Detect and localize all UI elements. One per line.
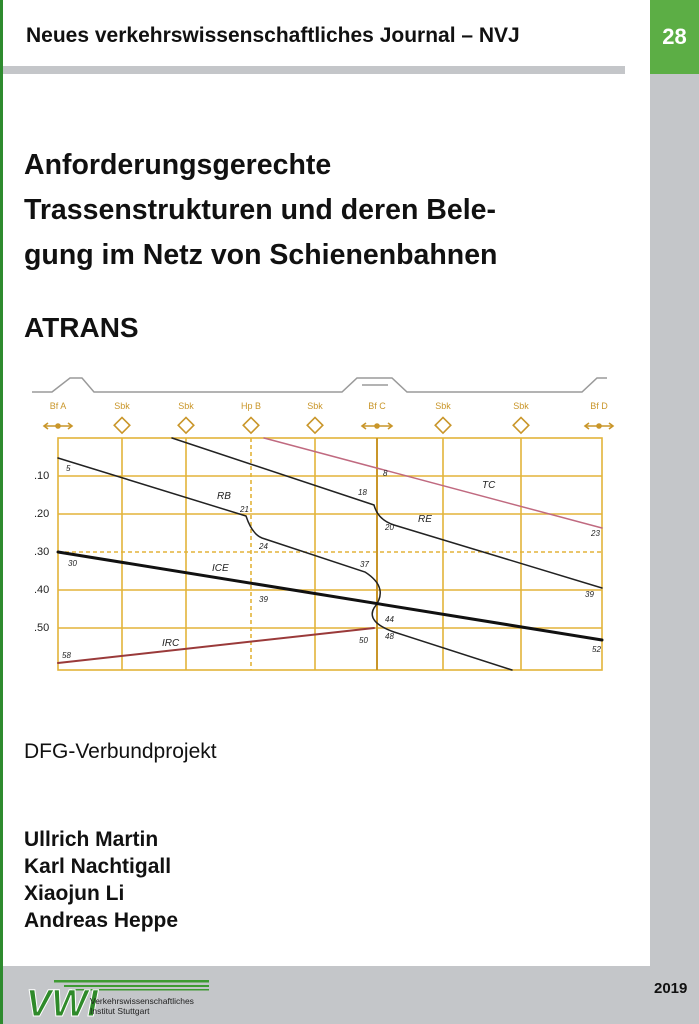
signal-diamond-icon (243, 418, 259, 434)
title-line: Anforderungsgerechte (24, 149, 332, 181)
time-annotation: 8 (383, 469, 388, 478)
journal-title: Neues verkehrswissenschaftliches Journal – NVJ (26, 24, 520, 47)
author-list (24, 826, 178, 934)
signal-arrow-icon (585, 423, 613, 429)
train-label: RE (418, 514, 432, 525)
time-annotation: 37 (360, 560, 369, 569)
logo-letters: VWI (26, 983, 98, 1020)
time-annotation: 21 (240, 505, 249, 514)
signal-arrow-icon (44, 423, 72, 429)
time-axis-label: .40 (34, 584, 50, 596)
train-label: ICE (212, 563, 229, 574)
project-label: DFG-Verbundprojekt (24, 740, 217, 763)
author-name: Xiaojun Li (24, 882, 125, 905)
time-axis-label: .50 (34, 622, 50, 634)
author-name: Karl Nachtigall (24, 855, 172, 878)
station-label: Sbk (114, 401, 130, 411)
station-label: Sbk (307, 401, 323, 411)
time-annotation: 48 (385, 632, 394, 641)
time-annotation: 5 (66, 464, 71, 473)
time-annotation: 58 (62, 651, 71, 660)
time-annotation: 50 (359, 636, 368, 645)
author-name: Ullrich Martin (24, 828, 159, 851)
station-label: Bf C (368, 401, 386, 411)
signal-diamond-icon (513, 418, 529, 434)
station-label: Bf D (590, 401, 608, 411)
timetable-diagram (22, 370, 622, 680)
train-label: RB (217, 491, 231, 502)
time-annotation: 23 (591, 529, 600, 538)
time-annotation: 44 (385, 615, 394, 624)
title-line: Trassenstrukturen und deren Bele- (24, 194, 496, 226)
time-axis-label: .10 (34, 470, 50, 482)
station-label: Sbk (513, 401, 529, 411)
institute-line: Institut Stuttgart (90, 1006, 150, 1016)
signal-diamond-icon (307, 418, 323, 434)
track-profile (32, 378, 607, 392)
station-label: Sbk (435, 401, 451, 411)
title-line: gung im Netz von Schienenbahnen (24, 239, 498, 271)
time-annotation: 52 (592, 645, 601, 654)
publication-year: 2019 (654, 980, 688, 997)
time-annotation: 20 (385, 523, 394, 532)
station-label: Hp B (240, 401, 262, 411)
time-annotation: 39 (259, 595, 268, 604)
train-label: TC (482, 480, 496, 491)
author-name: Andreas Heppe (24, 909, 179, 932)
station-label: Bf A (49, 401, 67, 411)
header-divider (3, 66, 625, 74)
side-band (650, 0, 699, 1024)
book-title (24, 143, 497, 278)
station-label: Sbk (178, 401, 194, 411)
signal-diamond-icon (114, 418, 130, 434)
signal-diamond-icon (435, 418, 451, 434)
signal-arrow-icon (362, 423, 392, 429)
time-annotation: 18 (358, 488, 367, 497)
signal-diamond-icon (178, 418, 194, 434)
institute-line: Verkehrswissenschaftliches (90, 996, 194, 1006)
train-path-irc (58, 628, 374, 663)
volume-number-badge (650, 0, 699, 74)
time-annotation: 30 (68, 559, 77, 568)
volume-number: 28 (662, 24, 687, 49)
time-axis-label: .30 (34, 546, 50, 558)
left-accent-rule (0, 0, 3, 1024)
diagram-grid (58, 438, 602, 670)
time-annotation: 39 (585, 590, 594, 599)
time-axis-label: .20 (34, 508, 50, 520)
institute-name (90, 996, 194, 1016)
time-annotation: 24 (259, 542, 268, 551)
train-label: IRC (162, 638, 180, 649)
book-subtitle: ATRANS (24, 312, 139, 343)
